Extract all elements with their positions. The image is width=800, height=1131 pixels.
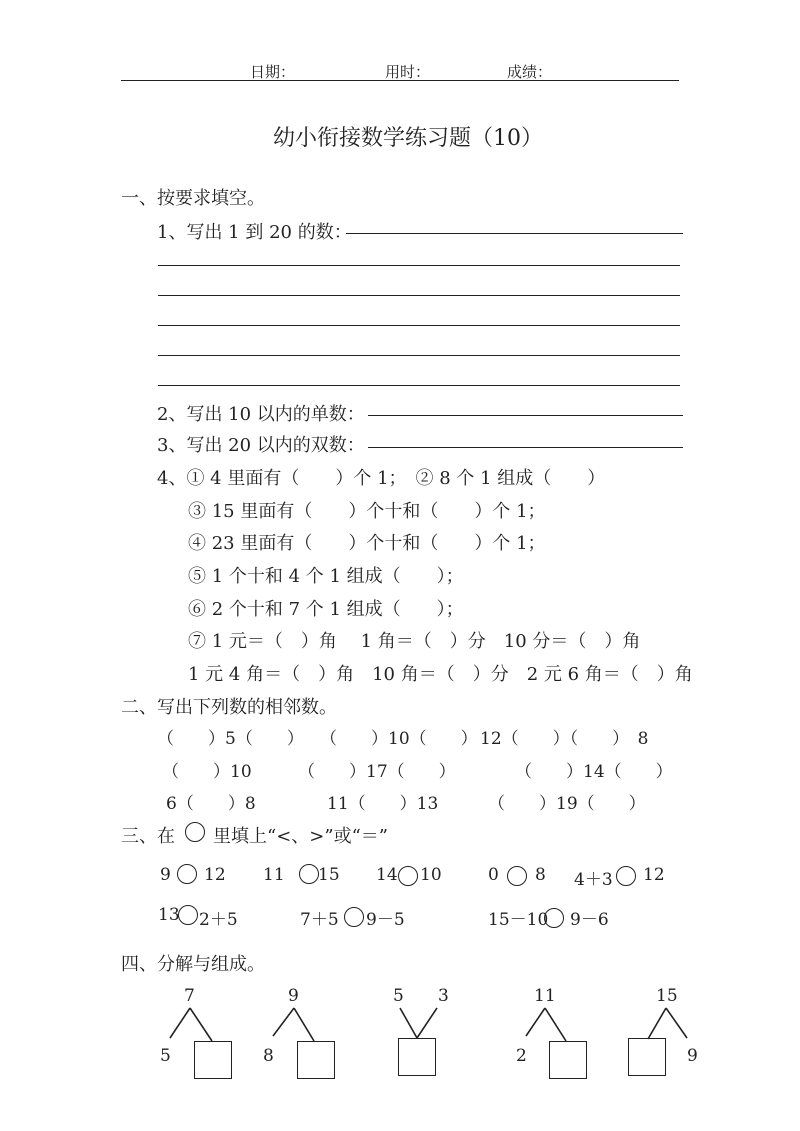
compare-right: 10 xyxy=(420,865,442,885)
decomp-part: 8 xyxy=(263,1046,274,1066)
compare-right: 12 xyxy=(204,865,226,885)
q4-line: ③ 15 里面有（ ）个十和（ ）个 1； xyxy=(188,501,546,522)
q3-answer-line[interactable] xyxy=(368,447,683,448)
section2-heading: 二、写出下列数的相邻数。 xyxy=(121,697,337,718)
compare-left: 7＋5 xyxy=(300,910,339,930)
compare-right: 12 xyxy=(643,865,665,885)
neighbor-item: 6（ ）8 xyxy=(166,794,256,814)
answer-box[interactable] xyxy=(549,1041,587,1079)
date-label: 日期： xyxy=(250,63,296,81)
compare-circle[interactable] xyxy=(544,908,564,928)
neighbor-item: （ ）17（ ） xyxy=(298,762,456,782)
q2-answer-line[interactable] xyxy=(368,415,683,416)
q4-line: ④ 23 里面有（ ）个十和（ ）个 1； xyxy=(188,533,546,554)
compare-circle[interactable] xyxy=(344,907,364,927)
neighbor-item: 11（ ）13 xyxy=(327,794,439,814)
writing-line[interactable] xyxy=(158,265,680,266)
neighbor-item: （ ）5（ ） xyxy=(157,729,304,749)
writing-line[interactable] xyxy=(158,295,680,296)
compare-circle[interactable] xyxy=(177,864,197,884)
compare-left: 13 xyxy=(158,905,180,925)
writing-line[interactable] xyxy=(158,325,680,326)
q4-line: ⑥ 2 个十和 7 个 1 组成（ ）； xyxy=(188,599,464,620)
q2-label: 2、写出 10 以内的单数： xyxy=(157,404,365,425)
section3-heading-pre: 三、在 xyxy=(121,826,175,847)
decomp-part: 2 xyxy=(516,1046,527,1066)
compare-right: 8 xyxy=(535,865,546,885)
compare-circle[interactable] xyxy=(178,905,198,925)
time-label: 用时： xyxy=(385,63,431,81)
section4-heading: 四、分解与组成。 xyxy=(121,954,265,975)
writing-line[interactable] xyxy=(158,355,680,356)
decomp-top: 11 xyxy=(534,986,556,1006)
answer-box[interactable] xyxy=(628,1038,666,1076)
q1-answer-line[interactable] xyxy=(346,233,683,234)
decomp-top: 9 xyxy=(288,986,299,1006)
score-label: 成绩： xyxy=(507,63,553,81)
compare-left: 14 xyxy=(376,865,398,885)
compare-right: 15 xyxy=(318,865,340,885)
q1-label: 1、写出 1 到 20 的数： xyxy=(157,222,352,243)
neighbor-item: （ ）10 xyxy=(162,762,252,782)
neighbor-item: 12（ ）（ ） 8 xyxy=(480,729,649,749)
compare-circle[interactable] xyxy=(507,866,527,886)
decomp-part: 5 xyxy=(160,1046,171,1066)
compare-left: 9 xyxy=(160,865,171,885)
q4-line: ⑤ 1 个十和 4 个 1 组成（ ）； xyxy=(188,566,464,587)
compare-left: 0 xyxy=(488,865,499,885)
compare-right: 9－6 xyxy=(570,910,609,930)
answer-box[interactable] xyxy=(297,1041,335,1079)
neighbor-item: （ ）10（ ） xyxy=(320,729,478,749)
compare-left: 11 xyxy=(263,865,285,885)
q4-line: ⑦ 1 元＝（ ）角 1 角＝（ ）分 10 分＝（ ）角 xyxy=(188,631,641,652)
q4-line: 4、① 4 里面有（ ）个 1； ② 8 个 1 组成（ ） xyxy=(157,468,606,489)
compare-left: 15－10 xyxy=(488,910,549,930)
page-title: 幼小衔接数学练习题（10） xyxy=(273,126,543,151)
answer-box[interactable] xyxy=(398,1038,436,1076)
neighbor-item: （ ）19（ ） xyxy=(488,794,646,814)
decomp-top: 7 xyxy=(184,986,195,1006)
compare-right: 9－5 xyxy=(366,910,405,930)
compare-circle[interactable] xyxy=(299,864,319,884)
header-rule xyxy=(121,80,679,81)
section1-heading: 一、按要求填空。 xyxy=(121,188,265,209)
compare-circle-icon xyxy=(185,822,205,842)
decomp-part: 5 xyxy=(393,986,404,1006)
decomp-top: 15 xyxy=(656,986,678,1006)
answer-box[interactable] xyxy=(194,1041,232,1079)
q4-line: 1 元 4 角＝（ ）角 10 角＝（ ）分 2 元 6 角＝（ ）角 xyxy=(188,664,693,685)
decomp-part: 9 xyxy=(687,1046,698,1066)
writing-line[interactable] xyxy=(158,385,680,386)
decomp-part: 3 xyxy=(438,986,449,1006)
compare-right: 2＋5 xyxy=(199,910,238,930)
section3-heading-post: 里填上“<、>”或“＝” xyxy=(213,826,388,847)
compare-circle[interactable] xyxy=(398,866,418,886)
compare-circle[interactable] xyxy=(616,866,636,886)
neighbor-item: （ ）14（ ） xyxy=(515,762,673,782)
q3-label: 3、写出 20 以内的双数： xyxy=(157,435,365,456)
compare-left: 4＋3 xyxy=(574,870,613,890)
